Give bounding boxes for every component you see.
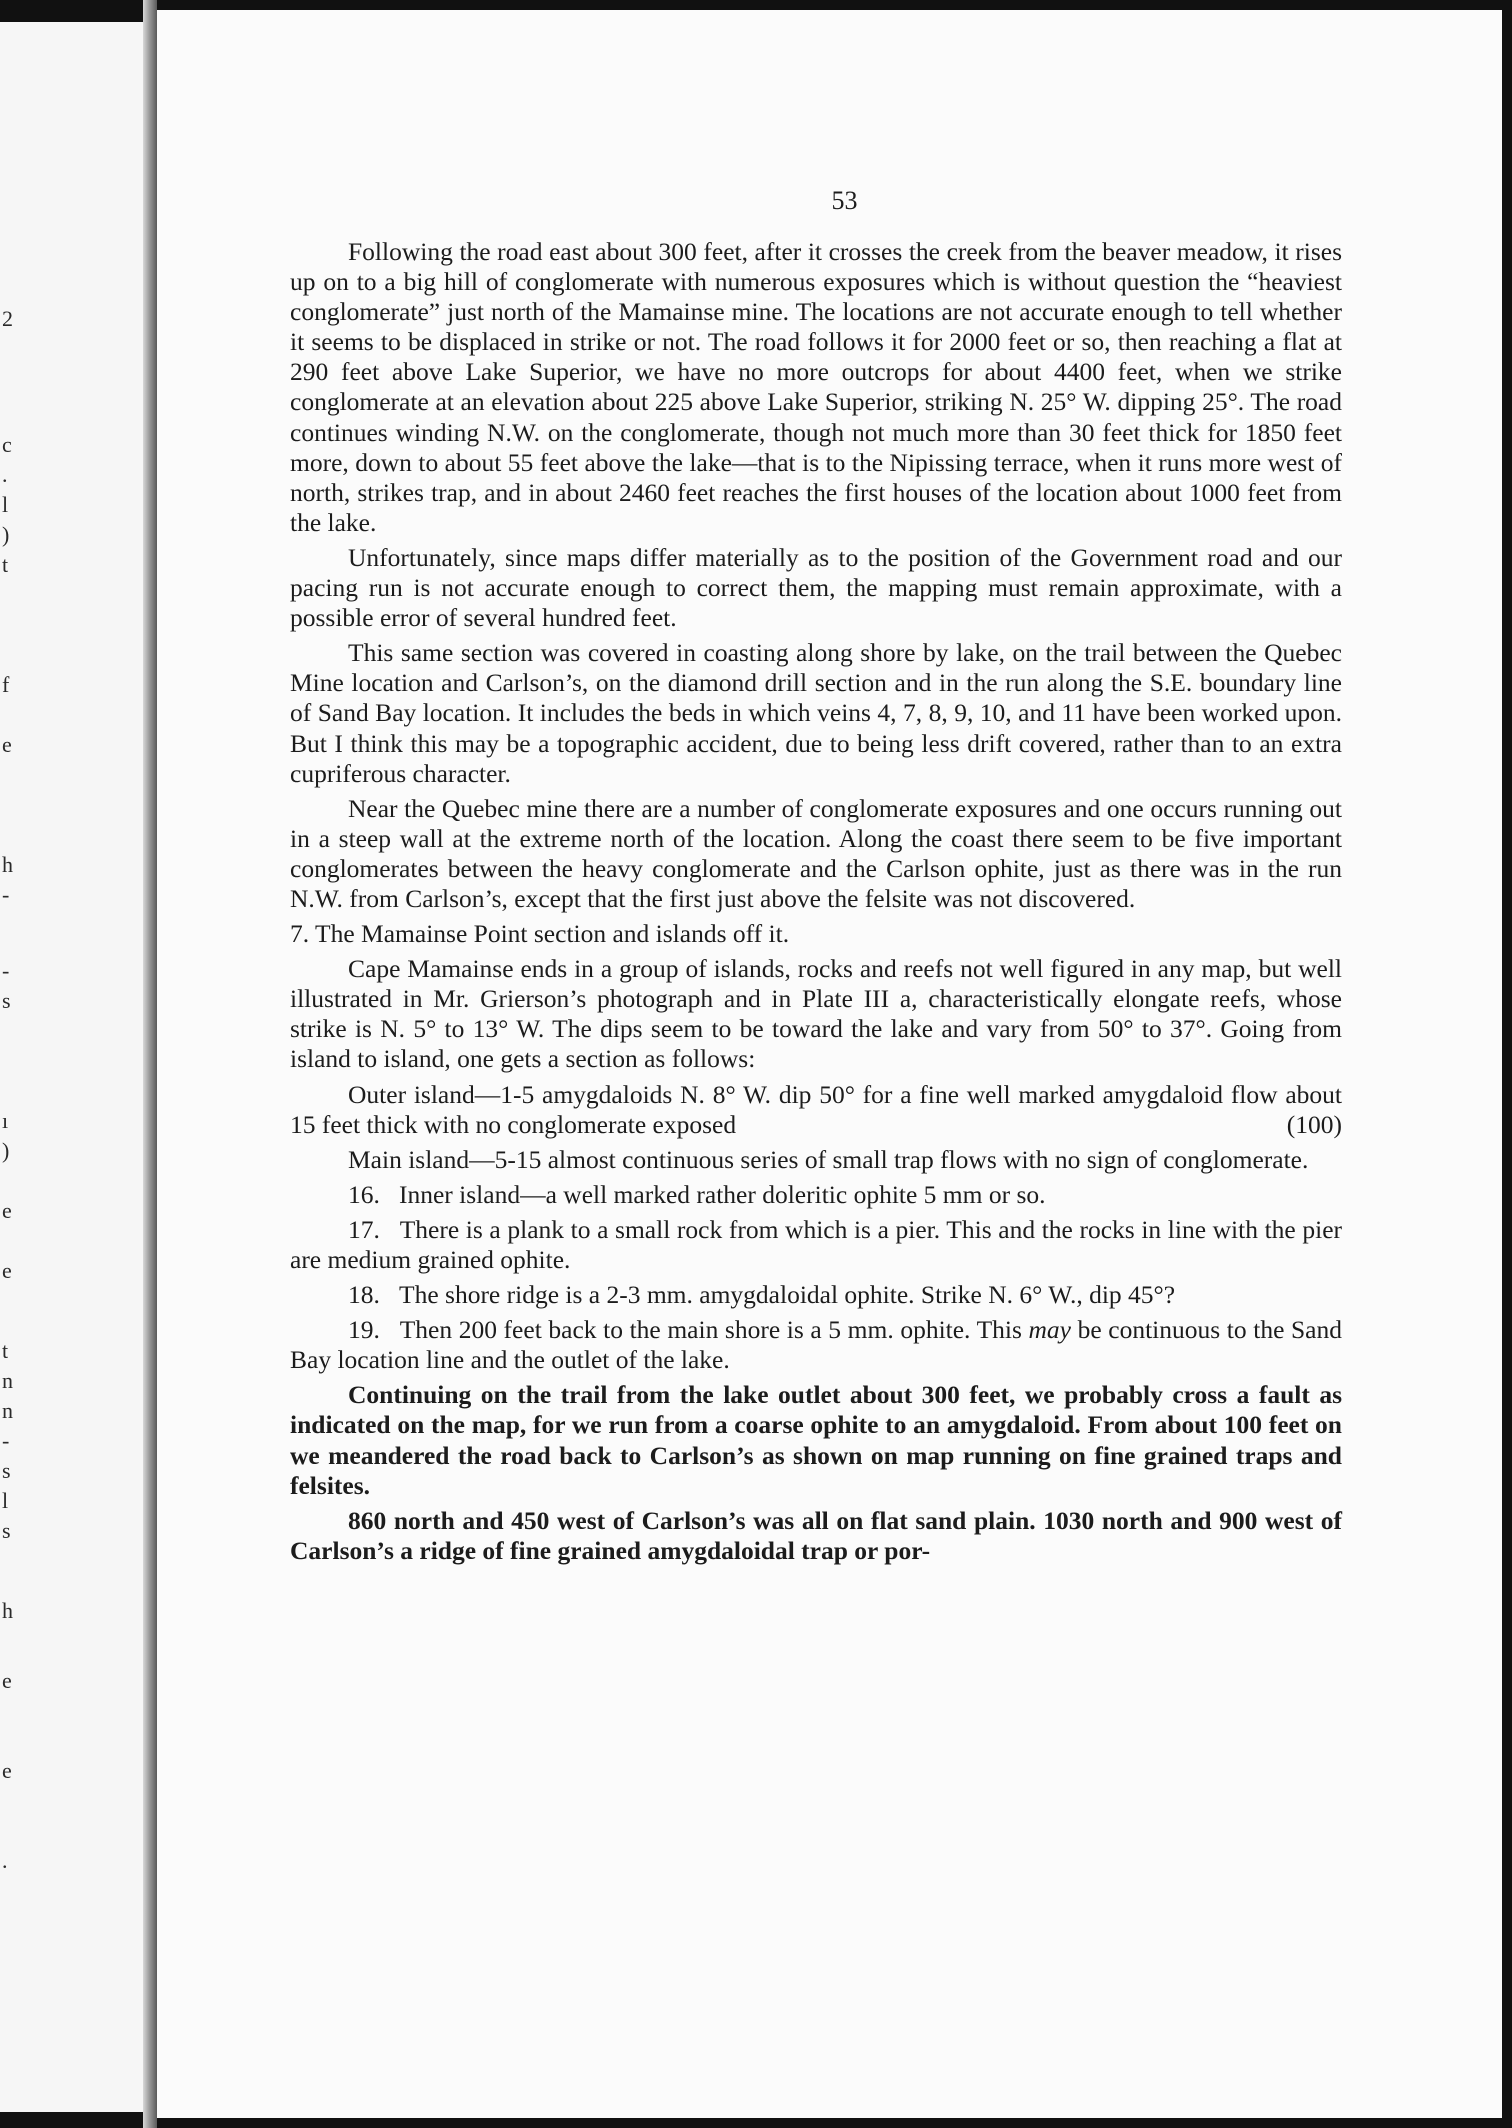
facing-page-letter: s bbox=[2, 1458, 11, 1483]
facing-page-letter: t bbox=[2, 552, 9, 577]
facing-page-letter: . bbox=[2, 462, 8, 487]
numbered-entry bbox=[290, 1180, 1342, 1210]
entry-number: 17. bbox=[348, 1214, 380, 1244]
numbered-entry bbox=[290, 1280, 1342, 1310]
paragraph: Continuing on the trail from the lake outlet about 300 feet, we probably cross a fault as indicated on the map, for we run from a coarse ophite to an amygdaloid. From about 100 feet on we meandered the road back to Carlson’s as shown on map running on fine grained traps and felsites. bbox=[290, 1380, 1342, 1500]
facing-page-letter: 2 bbox=[2, 306, 13, 331]
facing-page-letter: t bbox=[2, 1338, 9, 1363]
section-entry-outer-island bbox=[290, 1080, 1342, 1140]
facing-page-letter: e bbox=[2, 1758, 12, 1783]
facing-page-letter: l bbox=[2, 1488, 9, 1513]
facing-page-letter: ) bbox=[2, 1138, 10, 1163]
facing-page-letter: . bbox=[2, 1848, 8, 1873]
facing-page-letter: l bbox=[2, 492, 9, 517]
paragraph: Following the road east about 300 feet, after it crosses the creek from the beaver meadow, it rises up on to a big hill of conglomerate with numerous exposures which is without question the “heaviest conglomerate” just north of the Mamainse mine. The locations are not accurate enough to tell whether it seems to be displaced in strike or not. The road follows it for 2000 feet or so, then reaching a flat at 290 feet above Lake Superior, we have no more outcrops for about 4400 feet, when we strike conglomerate at an elevation about 225 above Lake Superior, striking N. 25° W. dipping 25°. The road continues winding N.W. on the conglomerate, though not much more than 30 feet thick for 1850 feet more, down to about 55 feet above the lake—that is to the Nipissing terrace, when it runs more west of north, strikes trap, and in about 2460 feet reaches the first houses of the location about 1000 feet from the lake. bbox=[290, 237, 1342, 537]
paragraph: This same section was covered in coasting along shore by lake, on the trail between the Quebec Mine location and Carlson’s, on the diamond drill section and in the run along the S.E. boundary line of Sand Bay location. It includes the beds in which veins 4, 7, 8, 9, 10, and 11 have been worked upon. But I think this may be a topographic accident, due to being less drift covered, rather than to an extra cupriferous character. bbox=[290, 638, 1342, 788]
book-page bbox=[157, 10, 1502, 2118]
page-number: 53 bbox=[831, 186, 858, 215]
facing-page-letter: s bbox=[2, 1518, 11, 1543]
facing-page-letter: e bbox=[2, 1668, 12, 1693]
facing-page-letter: ) bbox=[2, 522, 10, 547]
paragraph: 860 north and 450 west of Carlson’s was all on flat sand plain. 1030 north and 900 west of Carlson’s a ridge of fine grained amygdaloidal trap or por- bbox=[290, 1505, 1342, 1565]
section-entry-main-island: Main island—5-15 almost continuous series of small trap flows with no sign of conglomerate. bbox=[348, 1144, 1309, 1174]
paragraph: Near the Quebec mine there are a number of conglomerate exposures and one occurs running out in a steep wall at the extreme north of the location. Along the coast there seem to be five important conglomerates between the heavy conglomerate and the Carlson ophite, just as there was in the run N.W. from Carlson’s, except that the first just above the felsite was not discovered. bbox=[290, 793, 1342, 913]
facing-page-letter: e bbox=[2, 1258, 12, 1283]
entry-number: 19. bbox=[348, 1315, 380, 1345]
facing-page-letter: c bbox=[2, 432, 12, 457]
entry-text: The shore ridge is a 2-3 mm. amygdaloidal ophite. Strike N. 6° W., dip 45°? bbox=[399, 1280, 1176, 1310]
entry-number: 16. bbox=[348, 1179, 380, 1209]
entry-text: Then 200 feet back to the main shore is a 5 mm. ophite. This bbox=[399, 1315, 1029, 1345]
entry-text: There is a plank to a small rock from which is a pier. This and the rocks in line with the pier are medium grained ophite. bbox=[290, 1214, 1342, 1274]
facing-page-letter: e bbox=[2, 1198, 12, 1223]
entry-text: Outer island—1-5 amygdaloids N. 8° W. dip 50° for a fine well marked amygdaloid flow about 15 feet thick with no conglomerate exposed bbox=[290, 1079, 1342, 1139]
facing-page-letter: e bbox=[2, 732, 12, 757]
facing-page-letter: - bbox=[2, 958, 10, 983]
numbered-entry bbox=[290, 1215, 1342, 1275]
emphasis: may bbox=[1028, 1315, 1071, 1345]
facing-page-letter: f bbox=[2, 672, 10, 697]
facing-page-letter: n bbox=[2, 1398, 13, 1423]
body-text bbox=[290, 237, 1342, 1571]
facing-page-letter: h bbox=[2, 852, 13, 877]
facing-page-letter: ı bbox=[2, 1108, 9, 1133]
book-gutter bbox=[143, 0, 157, 2128]
entry-text: be continuous to the Sand Bay location line and the outlet of the lake. bbox=[290, 1315, 1343, 1375]
facing-page-edge bbox=[0, 22, 143, 2112]
paragraph: Unfortunately, since maps differ materially as to the position of the Government road and our pacing run is not accurate enough to correct them, the mapping must remain approximate, with a possible error of several hundred feet. bbox=[290, 542, 1342, 633]
facing-page-letter: s bbox=[2, 988, 11, 1013]
entry-number: 18. bbox=[348, 1280, 380, 1310]
facing-page-letter: - bbox=[2, 882, 10, 907]
paragraph: Cape Mamainse ends in a group of islands, rocks and reefs not well figured in any map, but well illustrated in Mr. Grierson’s photograph and in Plate III a, characteristically elongate reefs, whose strike is N. 5° to 13° W. The dips seem to be toward the lake and vary from 50° to 37°. Going from island to island, one gets a section as follows: bbox=[290, 954, 1342, 1074]
entry-reference: (100) bbox=[1286, 1109, 1342, 1139]
facing-page-letter: h bbox=[2, 1598, 13, 1623]
facing-page-letter: n bbox=[2, 1368, 13, 1393]
section-heading: 7. The Mamainse Point section and islands off it. bbox=[290, 919, 790, 949]
numbered-entry bbox=[290, 1315, 1342, 1375]
facing-page-letter: - bbox=[2, 1428, 10, 1453]
entry-text: Inner island—a well marked rather doleritic ophite 5 mm or so. bbox=[399, 1179, 1046, 1209]
